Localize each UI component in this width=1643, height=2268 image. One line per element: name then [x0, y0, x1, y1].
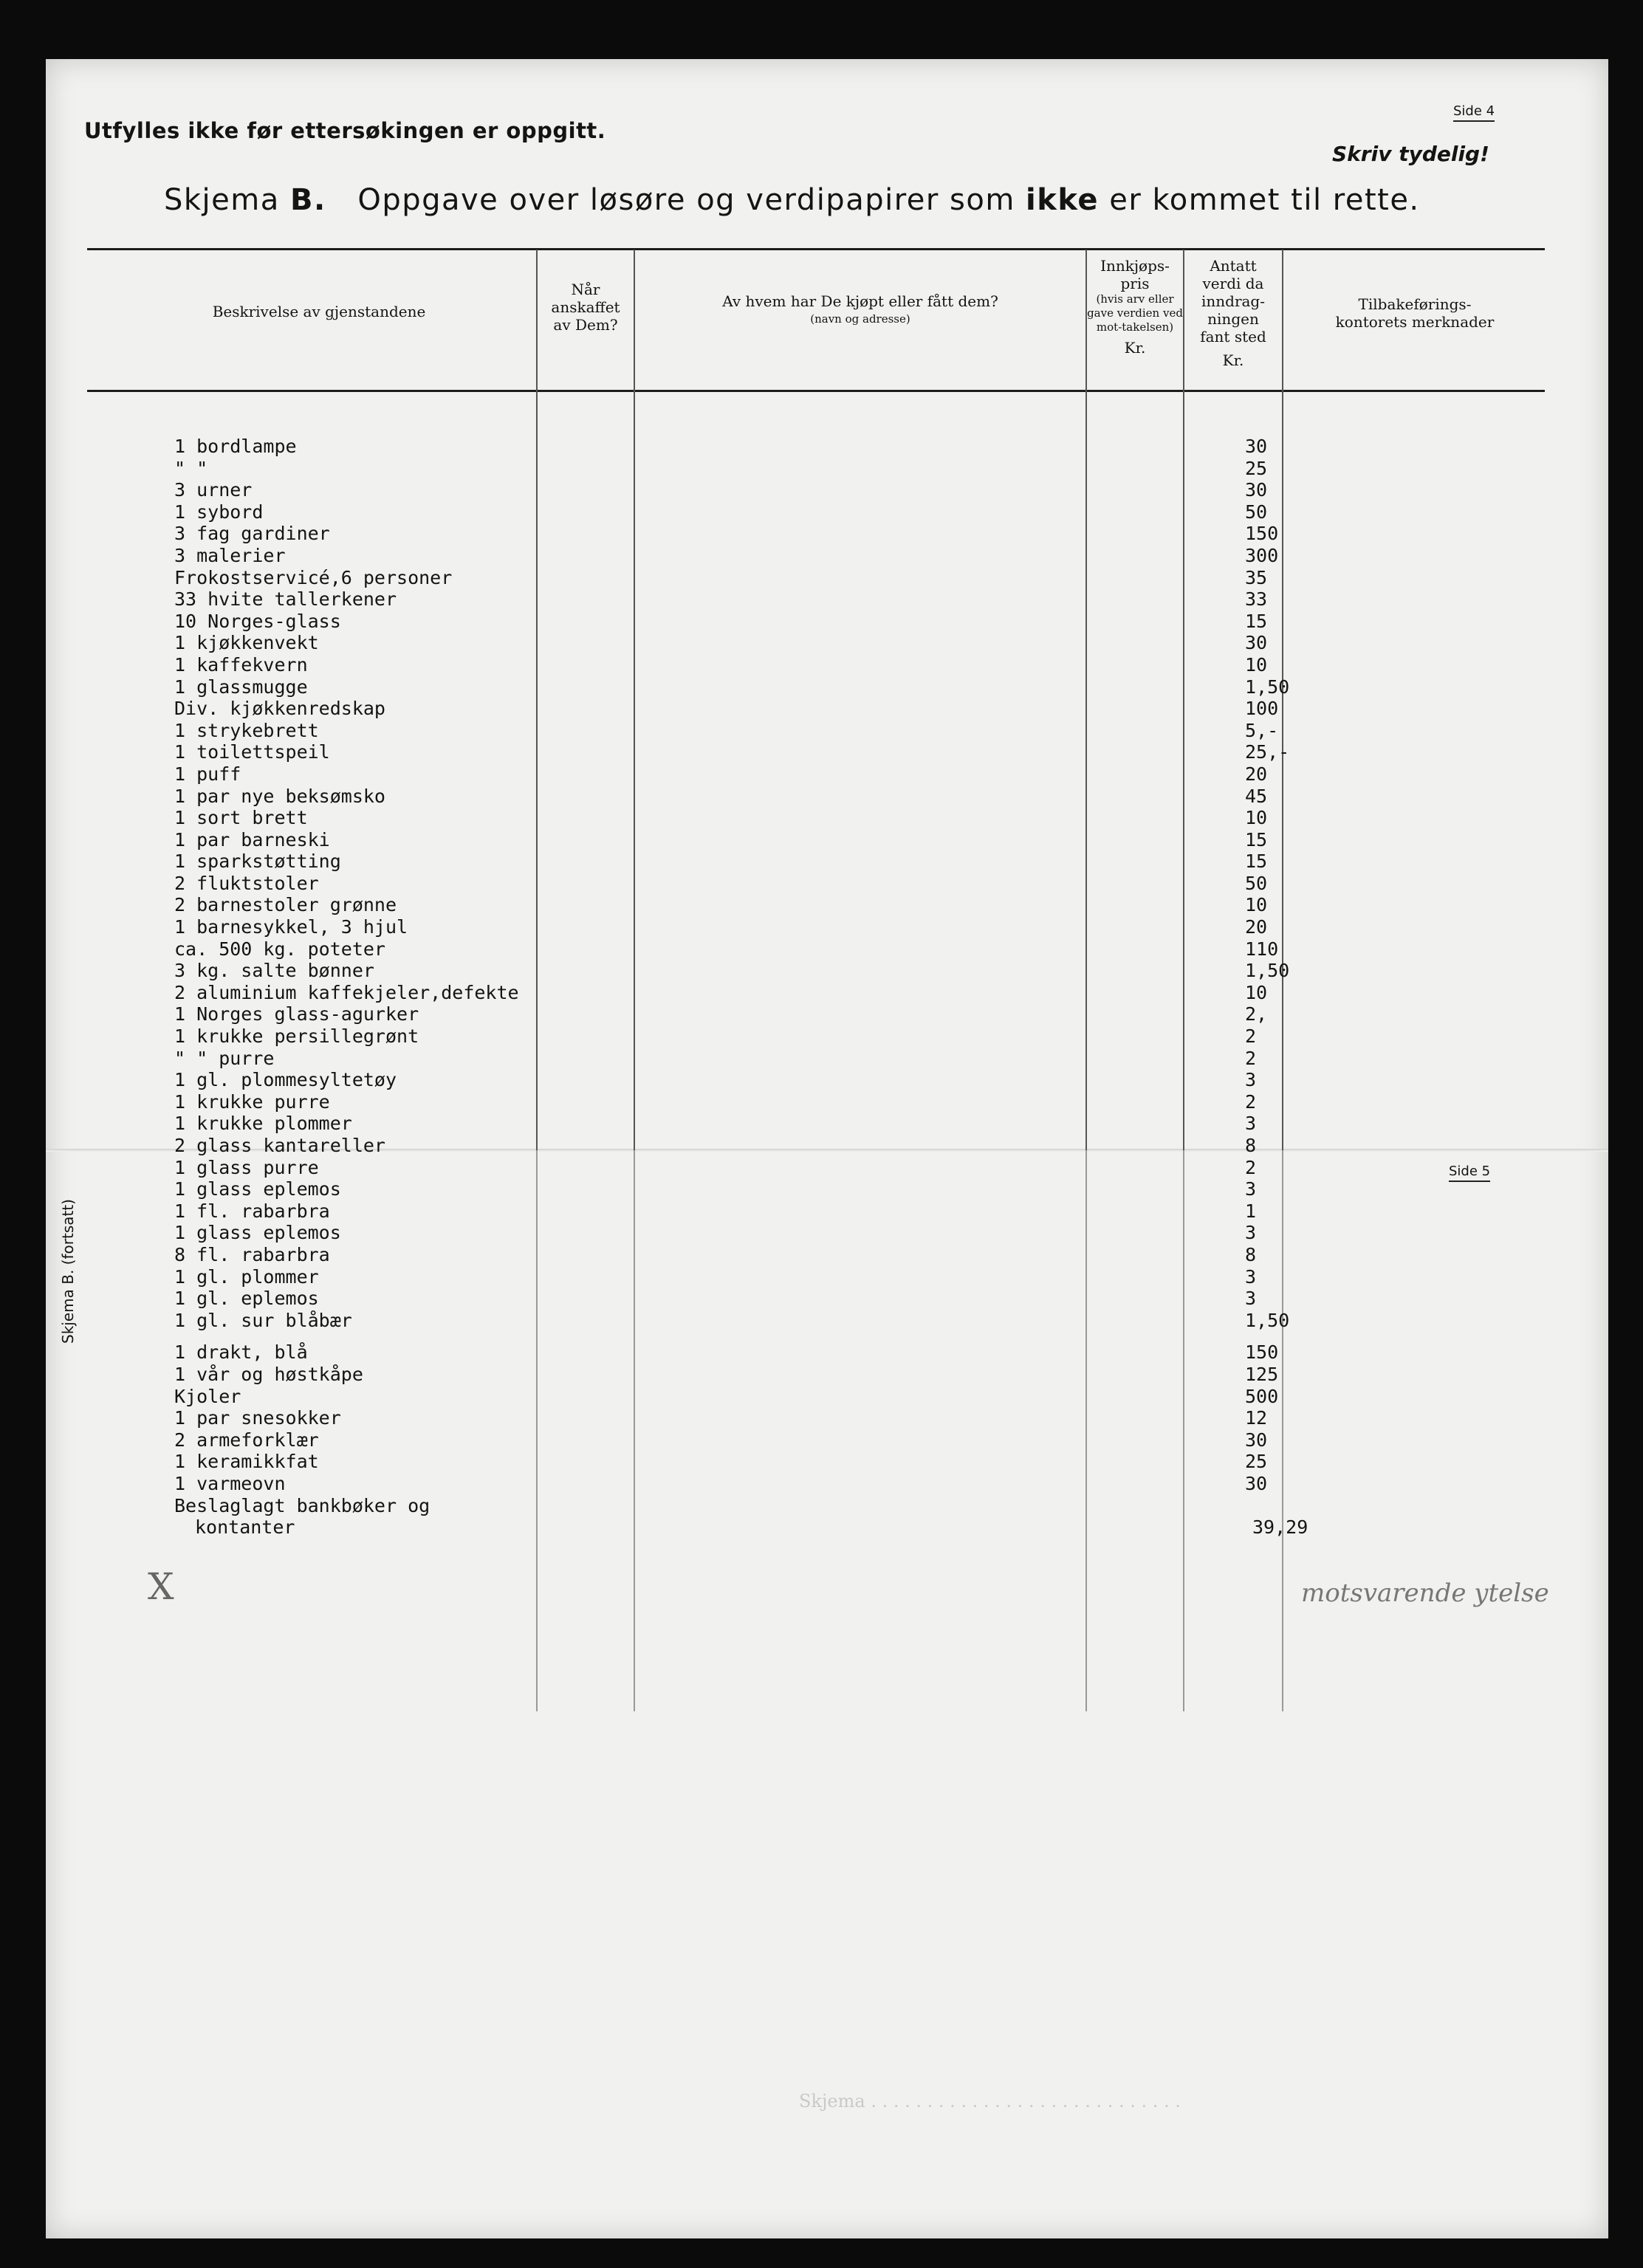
list-item — [174, 829, 1577, 851]
item-description: " " purre — [174, 1047, 275, 1069]
list-item — [174, 458, 1577, 480]
list-item — [174, 916, 1577, 938]
item-description: 3 urner — [174, 479, 253, 501]
item-value: 8 — [1245, 1135, 1257, 1156]
item-description: 1 vår og høstkåpe — [174, 1363, 363, 1385]
notice-text: Utfylles ikke før ettersøkingen er oppgitt. — [84, 118, 606, 143]
item-description: 1 kaffekvern — [174, 653, 308, 676]
item-description: 1 Norges glass-agurker — [174, 1003, 419, 1025]
list-item — [174, 1495, 1577, 1517]
list-item — [174, 523, 1577, 545]
title-letter: B. — [289, 183, 326, 217]
item-value: 50 — [1245, 501, 1268, 523]
bleed-through-text: Skjema . . . . . . . . . . . . . . . . . . . . . . . . . . . . — [799, 2091, 1181, 2111]
list-item — [174, 1386, 1577, 1408]
item-description: 1 varmeovn — [174, 1472, 286, 1494]
item-value: 30 — [1245, 1472, 1268, 1494]
item-value: 39,29 — [1252, 1516, 1308, 1539]
item-value: 3 — [1245, 1265, 1257, 1288]
list-item — [174, 698, 1577, 720]
list-item — [174, 436, 1577, 458]
item-value: 1 — [1245, 1200, 1257, 1222]
item-value: 2 — [1245, 1025, 1257, 1048]
list-item — [174, 1310, 1577, 1332]
list-item — [174, 1451, 1577, 1473]
list-item — [174, 1135, 1577, 1157]
item-value: 25,- — [1245, 741, 1290, 763]
item-description: 1 barnesykkel, 3 hjul — [174, 916, 408, 938]
item-description: 2 glass kantareller — [174, 1135, 385, 1156]
list-item — [174, 894, 1577, 916]
item-description: 1 par nye beksømsko — [174, 785, 385, 807]
item-value: 10 — [1245, 653, 1268, 676]
form-sheet — [46, 59, 1608, 2238]
header-bottom-rule — [87, 390, 1545, 392]
item-value: 3 — [1245, 1178, 1257, 1200]
item-description: 2 aluminium kaffekjeler,defekte — [174, 981, 519, 1003]
list-item — [174, 632, 1577, 654]
item-description: 1 keramikkfat — [174, 1451, 319, 1473]
list-item — [174, 1288, 1577, 1310]
item-description: 1 drakt, blå — [174, 1341, 308, 1364]
list-item — [174, 1222, 1577, 1244]
page-label-4: Side 4 — [1453, 103, 1495, 122]
list-item — [174, 1244, 1577, 1266]
item-value: 500 — [1245, 1385, 1279, 1407]
list-item — [174, 960, 1577, 982]
list-item — [174, 1069, 1577, 1091]
item-description: 1 krukke plommer — [174, 1113, 352, 1135]
list-item — [174, 501, 1577, 523]
item-value: 150 — [1245, 523, 1279, 545]
item-value: 2 — [1245, 1090, 1257, 1113]
list-item — [174, 588, 1577, 611]
item-description: 1 gl. plommer — [174, 1265, 319, 1288]
cross-mark: X — [148, 1565, 174, 1608]
item-value: 35 — [1245, 566, 1268, 588]
list-item — [174, 1200, 1577, 1223]
item-value: 25 — [1245, 1451, 1268, 1473]
item-description: 1 glass eplemos — [174, 1178, 341, 1200]
item-value: 30 — [1245, 436, 1268, 457]
item-description: 1 puff — [174, 763, 241, 785]
write-clearly-instruction: Skriv tydelig! — [1332, 142, 1489, 166]
item-value: 2, — [1245, 1003, 1268, 1025]
list-item — [174, 720, 1577, 742]
item-value: 30 — [1245, 479, 1268, 501]
item-description: 1 sort brett — [174, 807, 308, 829]
item-value: 45 — [1245, 785, 1268, 807]
item-description: 1 sparkstøtting — [174, 850, 341, 873]
item-description: 2 armeforklær — [174, 1429, 319, 1451]
item-value: 1,50 — [1245, 676, 1290, 698]
item-description: 8 fl. rabarbra — [174, 1243, 330, 1265]
item-value: 3 — [1245, 1113, 1257, 1135]
item-value: 30 — [1245, 632, 1268, 654]
item-description: 1 toilettspeil — [174, 741, 330, 763]
item-description: 1 bordlampe — [174, 436, 297, 457]
list-item — [174, 479, 1577, 501]
item-value: 150 — [1245, 1341, 1279, 1364]
item-value: 3 — [1245, 1222, 1257, 1244]
list-item — [174, 1407, 1577, 1429]
item-description: 1 fl. rabarbra — [174, 1200, 330, 1222]
item-value: 110 — [1245, 938, 1279, 960]
item-value: 10 — [1245, 807, 1268, 829]
item-description: 10 Norges-glass — [174, 610, 341, 632]
item-value: 1,50 — [1245, 1309, 1290, 1331]
title-suffix: er kommet til rette. — [1109, 183, 1420, 217]
list-item — [174, 1091, 1577, 1113]
item-value: 25 — [1245, 457, 1268, 479]
col-when: Når anskaffet av Dem? — [551, 281, 620, 334]
item-description: 2 fluktstoler — [174, 872, 319, 894]
item-value: 3 — [1245, 1288, 1257, 1310]
item-value: 20 — [1245, 916, 1268, 938]
list-item — [174, 1003, 1577, 1025]
title-prefix: Skjema — [164, 183, 280, 217]
list-item — [174, 1516, 1577, 1539]
item-description: 2 barnestoler grønne — [174, 894, 397, 916]
col-from-whom: Av hvem har De kjøpt eller fått dem? (navn og adresse) — [722, 292, 998, 326]
item-description: ca. 500 kg. poteter — [174, 938, 385, 960]
list-item — [174, 873, 1577, 895]
item-description: 3 malerier — [174, 544, 286, 566]
item-description: Frokostservicé,6 personer — [174, 566, 453, 588]
list-item — [174, 1364, 1577, 1386]
list-item — [174, 1429, 1577, 1451]
list-item — [174, 741, 1577, 763]
item-description: 1 gl. sur blåbær — [174, 1309, 352, 1331]
list-item — [174, 1048, 1577, 1070]
list-item — [174, 1157, 1577, 1179]
item-description: 1 kjøkkenvekt — [174, 632, 319, 654]
item-description: 1 glassmugge — [174, 676, 308, 698]
list-item — [174, 807, 1577, 829]
item-description: 1 par barneski — [174, 828, 330, 850]
item-description: 3 fag gardiner — [174, 523, 330, 545]
item-description: 1 glass eplemos — [174, 1222, 341, 1244]
item-description: kontanter — [195, 1516, 295, 1539]
item-value: 20 — [1245, 763, 1268, 785]
list-item — [174, 1113, 1577, 1135]
list-item — [174, 1266, 1577, 1288]
list-item — [174, 1025, 1577, 1048]
item-value: 50 — [1245, 872, 1268, 894]
item-description: 1 sybord — [174, 501, 264, 523]
item-description: 1 gl. plommesyltetøy — [174, 1069, 397, 1091]
item-value: 12 — [1245, 1407, 1268, 1429]
item-value: 125 — [1245, 1363, 1279, 1385]
item-description: 1 glass purre — [174, 1156, 319, 1178]
list-item — [174, 786, 1577, 808]
item-value: 3 — [1245, 1069, 1257, 1091]
item-value: 2 — [1245, 1156, 1257, 1178]
item-value: 5,- — [1245, 719, 1279, 741]
item-value: 15 — [1245, 850, 1268, 873]
col-description: Beskrivelse av gjenstandene — [212, 303, 426, 320]
item-value: 1,50 — [1245, 960, 1290, 982]
item-description: " " — [174, 457, 208, 479]
item-value: 2 — [1245, 1047, 1257, 1069]
list-item — [174, 654, 1577, 676]
item-description: 1 gl. eplemos — [174, 1288, 319, 1310]
item-description: 33 hvite tallerkener — [174, 588, 397, 611]
item-description: Kjoler — [174, 1385, 241, 1407]
item-description: 1 krukke purre — [174, 1090, 330, 1113]
item-description: 1 krukke persillegrønt — [174, 1025, 419, 1048]
title-bold: ikke — [1026, 183, 1100, 217]
list-item — [174, 1178, 1577, 1200]
page-label-5: Side 5 — [1449, 1164, 1490, 1182]
item-value: 33 — [1245, 588, 1268, 611]
list-item — [174, 676, 1577, 698]
form-title — [164, 183, 1420, 217]
item-value: 15 — [1245, 828, 1268, 850]
item-description: 1 strykebrett — [174, 719, 319, 741]
col-estimated-value: Antatt verdi da inndrag- ningen fant sted Kr. — [1200, 257, 1266, 369]
list-item — [174, 850, 1577, 873]
list-item — [174, 1341, 1577, 1364]
list-item — [174, 1473, 1577, 1495]
header-top-rule — [87, 248, 1545, 250]
list-item — [174, 938, 1577, 961]
item-value: 10 — [1245, 981, 1268, 1003]
item-description: Beslaglagt bankbøker og — [174, 1494, 431, 1516]
item-value: 8 — [1245, 1243, 1257, 1265]
item-value: 30 — [1245, 1429, 1268, 1451]
list-item — [174, 611, 1577, 633]
list-item — [174, 567, 1577, 589]
item-description: Div. kjøkkenredskap — [174, 698, 385, 720]
list-item — [174, 982, 1577, 1004]
item-list — [174, 436, 1577, 1539]
item-description: 1 par snesokker — [174, 1407, 341, 1429]
item-value: 300 — [1245, 544, 1279, 566]
item-value: 100 — [1245, 698, 1279, 720]
title-text: Oppgave over løsøre og verdipapirer som — [357, 183, 1015, 217]
pencil-note: motsvarende ytelse — [1301, 1578, 1549, 1608]
col-purchase-price: Innkjøps- pris (hvis arv eller gave verdien ved mot-takelsen) Kr. — [1087, 257, 1183, 357]
item-description: 3 kg. salte bønner — [174, 960, 374, 982]
item-value: 10 — [1245, 894, 1268, 916]
item-value: 15 — [1245, 610, 1268, 632]
continued-form-label: Skjema B. (fortsatt) — [59, 1199, 77, 1344]
list-item — [174, 763, 1577, 786]
col-remarks: Tilbakeførings- kontorets merknader — [1335, 295, 1495, 331]
list-item — [174, 545, 1577, 567]
